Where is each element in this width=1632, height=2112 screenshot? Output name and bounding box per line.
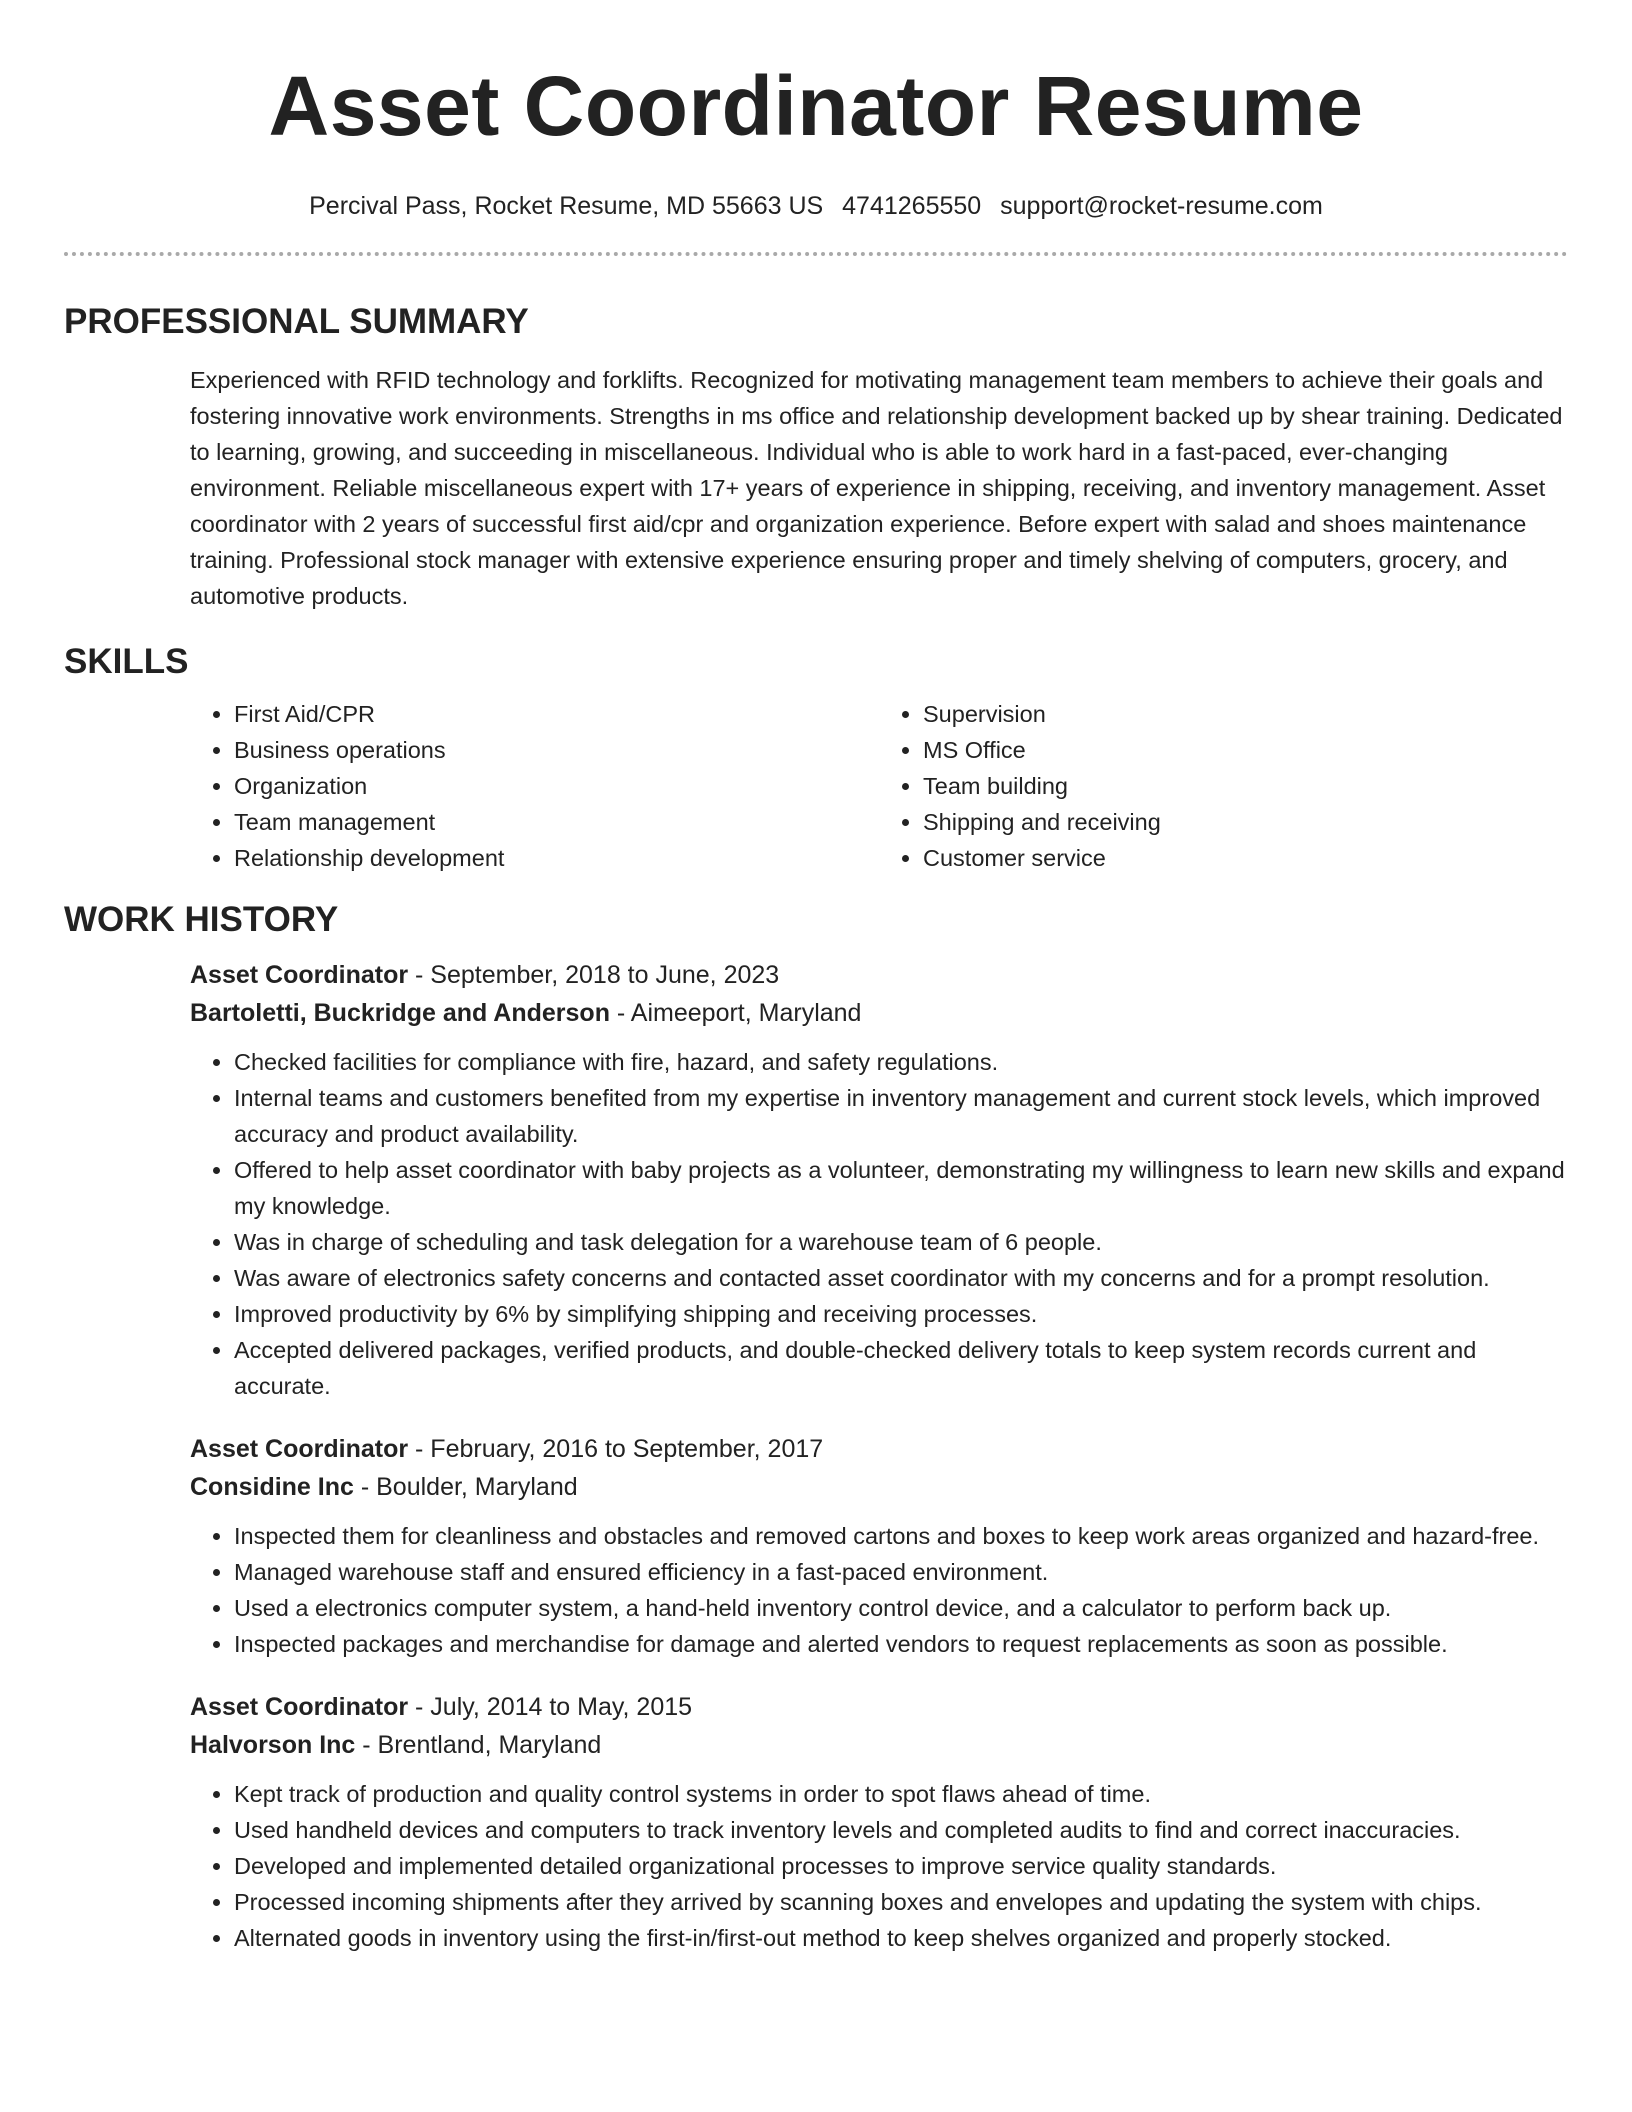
job-duty: • Used handheld devices and computers to track inventory levels and completed audits to find and correct inaccuracies. — [234, 1812, 1568, 1848]
skills-list — [190, 696, 1568, 876]
job-entry — [190, 1430, 1568, 1662]
skill-item: • Customer service — [923, 840, 1568, 876]
job-location: - Aimeeport, Maryland — [609, 999, 862, 1027]
job-duty: • Checked facilities for compliance with fire, hazard, and safety regulations. — [234, 1044, 1568, 1080]
job-duty: • Developed and implemented detailed organizational processes to improve service quality standards. — [234, 1848, 1568, 1884]
work-history-heading: WORK HISTORY — [64, 900, 339, 939]
job-duty: • Was aware of electronics safety concerns and contacted asset coordinator with my concerns and for a prompt resolution. — [234, 1260, 1568, 1296]
work-history — [190, 956, 1568, 1956]
job-title: Asset Coordinator — [190, 1435, 409, 1463]
job-company: Considine Inc — [190, 1473, 354, 1501]
job-location: - Boulder, Maryland — [353, 1473, 578, 1501]
job-title: Asset Coordinator — [190, 961, 409, 989]
skill-item: • Shipping and receiving — [923, 804, 1568, 840]
summary-text: Experienced with RFID technology and forklifts. Recognized for motivating management team members to achieve their goals and fostering innovative work environments. Strengths in ms office and relationship development backed up by shear training. Dedicated to learning, growing, and succeeding in miscellaneous. Individual who is able to work hard in a fast-paced, ever-changing environment. Reliable miscellaneous expert with 17+ years of experience in shipping, receiving, and inventory management. Asset coordinator with 2 years of successful first aid/cpr and organization experience. Before expert with salad and shoes maintenance training. Professional stock manager with extensive experience ensuring proper and timely shelving of computers, grocery, and automotive products. — [190, 367, 1563, 609]
job-dates: - July, 2014 to May, 2015 — [408, 1693, 693, 1721]
resume-title: Asset Coordinator Resume — [268, 59, 1364, 153]
job-duty: • Used a electronics computer system, a hand-held inventory control device, and a calculator to perform back up. — [234, 1590, 1568, 1626]
job-title: Asset Coordinator — [190, 1693, 409, 1721]
job-duty: • Processed incoming shipments after they arrived by scanning boxes and envelopes and updating the system with chips. — [234, 1884, 1568, 1920]
job-company-line — [190, 1468, 1568, 1506]
job-entry — [190, 1688, 1568, 1956]
contact-address: Percival Pass, Rocket Resume, MD 55663 US — [309, 192, 824, 220]
job-duty: • Offered to help asset coordinator with baby projects as a volunteer, demonstrating my willingness to learn new skills and expand my knowledge. — [234, 1152, 1568, 1224]
job-company: Halvorson Inc — [190, 1731, 356, 1759]
contact-line — [64, 190, 1568, 222]
skills-column-left — [190, 696, 879, 876]
job-duty: • Managed warehouse staff and ensured efficiency in a fast-paced environment. — [234, 1554, 1568, 1590]
job-duty: • Alternated goods in inventory using the first-in/first-out method to keep shelves organized and properly stocked. — [234, 1920, 1568, 1956]
job-dates: - February, 2016 to September, 2017 — [408, 1435, 824, 1463]
job-company-line — [190, 1726, 1568, 1764]
skill-item: • Business operations — [234, 732, 879, 768]
job-duty: • Improved productivity by 6% by simplifying shipping and receiving processes. — [234, 1296, 1568, 1332]
job-title-line — [190, 1430, 1568, 1468]
skill-item: • Supervision — [923, 696, 1568, 732]
job-duties — [190, 1518, 1568, 1662]
job-duty: • Accepted delivered packages, verified products, and double-checked delivery totals to keep system records current and accurate. — [234, 1332, 1568, 1404]
job-duties — [190, 1776, 1568, 1956]
job-duty: • Inspected packages and merchandise for damage and alerted vendors to request replacements as soon as possible. — [234, 1626, 1568, 1662]
summary-heading: PROFESSIONAL SUMMARY — [64, 302, 529, 341]
skills-heading: SKILLS — [64, 642, 189, 681]
job-entry — [190, 956, 1568, 1404]
job-duty: • Was in charge of scheduling and task delegation for a warehouse team of 6 people. — [234, 1224, 1568, 1260]
skill-item: • Team management — [234, 804, 879, 840]
skill-item: • Team building — [923, 768, 1568, 804]
contact-phone: 4741265550 — [842, 192, 982, 220]
contact-email: support@rocket-resume.com — [1000, 192, 1323, 220]
job-location: - Brentland, Maryland — [355, 1731, 602, 1759]
header-divider — [64, 252, 1568, 256]
job-duties — [190, 1044, 1568, 1404]
skills-column-right — [879, 696, 1568, 876]
job-dates: - September, 2018 to June, 2023 — [408, 961, 780, 989]
job-duty: • Internal teams and customers benefited from my expertise in inventory management and current stock levels, which improved accuracy and product availability. — [234, 1080, 1568, 1152]
job-title-line — [190, 956, 1568, 994]
job-title-line — [190, 1688, 1568, 1726]
job-duty: • Kept track of production and quality control systems in order to spot flaws ahead of time. — [234, 1776, 1568, 1812]
skill-item: • MS Office — [923, 732, 1568, 768]
job-company-line — [190, 994, 1568, 1032]
skill-item: • Organization — [234, 768, 879, 804]
skill-item: • First Aid/CPR — [234, 696, 879, 732]
job-company: Bartoletti, Buckridge and Anderson — [190, 999, 610, 1027]
skill-item: • Relationship development — [234, 840, 879, 876]
job-duty: • Inspected them for cleanliness and obstacles and removed cartons and boxes to keep work areas organized and hazard-free. — [234, 1518, 1568, 1554]
